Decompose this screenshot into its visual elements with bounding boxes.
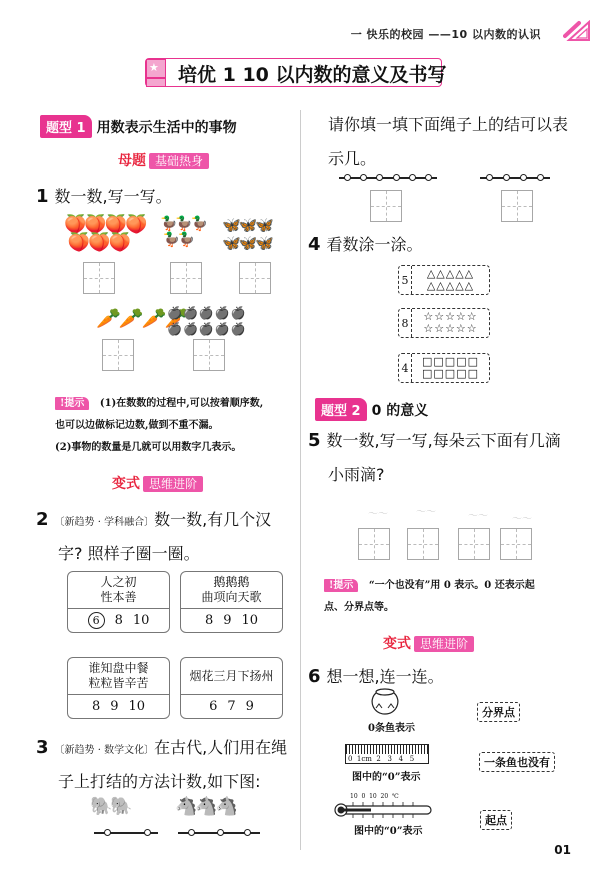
option[interactable]: 10 (128, 699, 146, 714)
question-3 (36, 735, 287, 758)
elephant-group: 🐘🐘 (90, 796, 131, 817)
answer-box[interactable] (500, 528, 532, 560)
type-badge: 题型 1 (40, 115, 92, 138)
cloud-icon: 〜〜 (416, 507, 436, 518)
option[interactable]: 9 (245, 699, 254, 714)
question-tag: 〔新趋势 · 数学文化〕 (54, 745, 155, 756)
poem-card: 人之初 性本善 6 8 10 (67, 571, 170, 633)
question-text: 数一数,有几个汉 (154, 510, 272, 529)
question-text: 看数涂一涂。 (326, 235, 423, 254)
answer-box[interactable] (193, 339, 225, 371)
question-tag: 〔新趋势 · 学科融合〕 (54, 517, 155, 528)
type-badge: 题型 2 (315, 398, 367, 421)
duck-group: 🦆🦆🦆 🦆🦆 (160, 216, 207, 248)
match-label[interactable]: 分界点 (477, 702, 520, 722)
answer-box[interactable] (370, 190, 402, 222)
pill-label: 母题 (118, 153, 146, 169)
cloud-icon: 〜〜 (368, 509, 388, 520)
column-divider (300, 110, 301, 850)
knot (144, 829, 151, 836)
pill: 思维进阶 (143, 476, 203, 492)
question-3-right: 请你填一填下面绳子上的结可以表 (328, 115, 569, 134)
knot (376, 174, 383, 181)
item-caption: 0条鱼表示 (368, 723, 415, 734)
triangle-shapes[interactable]: △△△△△ △△△△△ (426, 267, 475, 292)
knot (409, 174, 416, 181)
type-title: 用数表示生活中的事物 (96, 120, 237, 136)
question-number: 6 (308, 666, 321, 687)
tip-2 (324, 575, 535, 619)
thermometer-icon (333, 798, 433, 820)
shape-row (398, 265, 490, 295)
knot (503, 174, 510, 181)
running-head: 一 快乐的校园 ——10 以内数的认识 (350, 28, 541, 41)
target-number: 5 (399, 266, 412, 294)
option[interactable]: 7 (227, 699, 236, 714)
type2-heading (315, 398, 428, 421)
poem-card: 烟花三月下扬州 6 7 9 (180, 657, 283, 719)
answer-box[interactable] (358, 528, 390, 560)
tip-line: “一个也没有”用 0 表示。0 还表示起 (368, 580, 535, 591)
knot (244, 829, 251, 836)
question-number: 2 (36, 509, 49, 530)
question-2-cont: 字? 照样子圈一圈。 (58, 544, 200, 563)
page-number: 01 (554, 843, 571, 857)
type-title: 0 的意义 (371, 403, 429, 419)
square-shapes[interactable]: □□□□□ □□□□□ (422, 355, 479, 380)
option[interactable]: 6 (209, 699, 218, 714)
knot (344, 174, 351, 181)
pill: 思维进阶 (414, 636, 474, 652)
item-caption: 图中的“0”表示 (354, 826, 423, 837)
option[interactable]: 9 (223, 613, 232, 628)
question-3-cont: 子上打结的方法计数,如下图: (58, 772, 261, 791)
horse-group: 🐴🐴🐴 (175, 796, 237, 817)
pill: 基础热身 (149, 153, 209, 169)
question-4 (308, 232, 423, 255)
option[interactable]: 8 (204, 613, 214, 628)
title-badge (146, 59, 166, 87)
cloud-icon: 〜〜 (468, 511, 488, 522)
option[interactable]: 8 (91, 699, 101, 714)
page-title: 培优 1 10 以内数的意义及书写 (178, 64, 447, 86)
answer-box[interactable] (239, 262, 271, 294)
circled-option[interactable]: 6 (88, 612, 105, 629)
answer-box[interactable] (501, 190, 533, 222)
star-icon: ★ (149, 61, 159, 74)
bianshi-header (112, 473, 203, 493)
carrot-group: 🥕🥕🥕🥕 (96, 306, 188, 330)
question-text: 数一数,写一写,每朵云下面有几滴 (326, 431, 561, 450)
question-number: 3 (36, 737, 49, 758)
option[interactable]: 8 (114, 613, 123, 628)
knot (486, 174, 493, 181)
knot (360, 174, 367, 181)
star-shapes[interactable]: ☆☆☆☆☆ ☆☆☆☆☆ (423, 310, 478, 335)
tip-badge: !提示 (55, 397, 89, 410)
shape-row (398, 308, 490, 338)
pill-label: 变式 (112, 476, 140, 492)
question-5-cont: 小雨滴? (328, 465, 385, 484)
knot (188, 829, 195, 836)
target-number: 8 (399, 309, 412, 337)
answer-box[interactable] (458, 528, 490, 560)
knot (520, 174, 527, 181)
question-number: 4 (308, 234, 321, 255)
poem-card: 谁知盘中餐 粒粒皆辛苦 8 9 10 (67, 657, 170, 719)
tip-line: (2)事物的数量是几就可以用数字几表示。 (55, 442, 242, 453)
apple-group: 🍎🍎🍎🍎🍎 🍎🍎🍎🍎🍎 (167, 306, 247, 336)
match-label[interactable]: 起点 (480, 810, 512, 830)
cloud-icon: 〜〜 (512, 514, 532, 525)
knot (393, 174, 400, 181)
shape-row (398, 353, 490, 383)
question-6 (308, 664, 444, 687)
answer-box[interactable] (170, 262, 202, 294)
question-text: 在古代,人们用在绳 (154, 738, 288, 757)
question-number: 5 (308, 430, 321, 451)
question-2 (36, 507, 271, 530)
fishbowl-icon (370, 688, 400, 716)
tip-line: 也可以边做标记边数,做到不重不漏。 (55, 420, 219, 431)
tip-line: (1)在数数的过程中,可以按着顺序数, (99, 398, 264, 409)
question-5 (308, 428, 561, 451)
answer-box[interactable] (102, 339, 134, 371)
tip-1 (55, 393, 263, 459)
option[interactable]: 10 (241, 613, 259, 628)
thermometer-labels: 10 0 10 20 ℃ (350, 793, 399, 800)
target-number: 4 (399, 354, 412, 382)
bianshi-header (383, 633, 474, 653)
ruler-icon: 0 1cm 2 3 4 5 (345, 744, 429, 764)
type1-heading (40, 115, 237, 138)
question-text: 想一想,连一连。 (326, 667, 444, 686)
option[interactable]: 10 (132, 613, 150, 628)
knot (425, 174, 432, 181)
muti-header (118, 150, 209, 170)
peach-group: 🍑🍑🍑🍑 🍑🍑🍑 (64, 214, 146, 253)
item-caption: 图中的“0”表示 (352, 772, 421, 783)
tip-badge: !提示 (324, 579, 358, 592)
rope (339, 177, 437, 179)
pill-label: 变式 (383, 636, 411, 652)
ruler-triangle-icon (563, 20, 591, 42)
knot (537, 174, 544, 181)
match-label[interactable]: 一条鱼也没有 (479, 752, 555, 772)
tip-line: 点、分界点等。 (324, 602, 394, 613)
knot (104, 829, 111, 836)
poem-card: 鹅鹅鹅 曲项向天歌 8 9 10 (180, 571, 283, 633)
answer-box[interactable] (407, 528, 439, 560)
question-text: 数一数,写一写。 (54, 187, 172, 206)
butterfly-group: 🦋🦋🦋 🦋🦋🦋 (222, 216, 273, 252)
question-3-right-cont: 示几。 (328, 149, 377, 168)
answer-box[interactable] (83, 262, 115, 294)
knot (217, 829, 224, 836)
option[interactable]: 9 (110, 699, 119, 714)
question-1 (36, 184, 172, 207)
question-number: 1 (36, 186, 49, 207)
